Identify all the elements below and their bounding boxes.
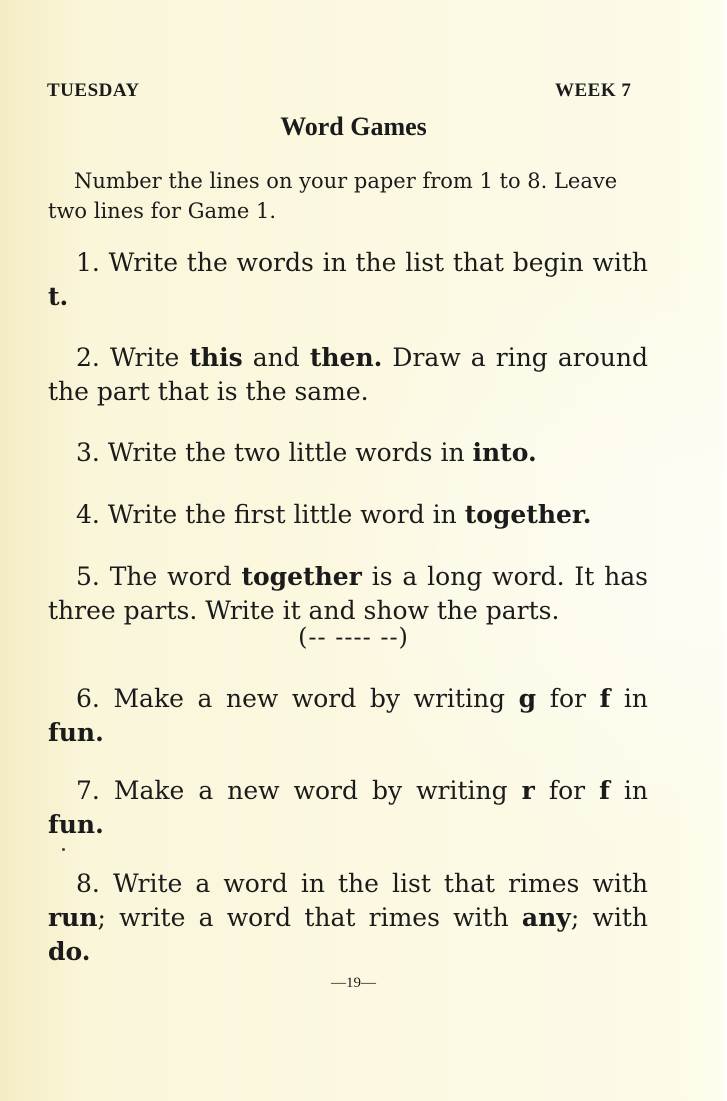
item-bold-word: any <box>521 903 571 932</box>
item-text: ; with <box>570 903 648 932</box>
item-text: and <box>242 343 310 372</box>
game-item-2 <box>48 341 648 409</box>
game-item-6 <box>48 682 648 750</box>
item-text: Write the first little word in <box>107 500 465 529</box>
item-bold-word: fun. <box>48 718 104 747</box>
item-bold-word: then. <box>309 343 383 372</box>
item-bold-word: f <box>599 776 610 805</box>
item-number: 6. <box>76 684 100 713</box>
item-text: for <box>534 776 600 805</box>
game-item-1 <box>48 246 648 314</box>
item-number: 8. <box>76 869 100 898</box>
item-text: in <box>610 684 649 713</box>
page-title: Word Games <box>280 112 427 141</box>
game-item-3 <box>48 436 648 470</box>
intro-text: Number the lines on your paper from 1 to 8. Leave two lines for Game 1. <box>48 169 618 223</box>
item-number: 5. <box>76 562 100 591</box>
item-bold-word: run <box>48 903 98 932</box>
item-text: ; write a word that rimes with <box>97 903 522 932</box>
game-item-8 <box>48 867 648 969</box>
item-bold-word: into. <box>472 438 537 467</box>
parts-pattern: (-- ---- --) <box>298 623 409 651</box>
item-text: Make a new word by writing <box>113 684 519 713</box>
page-edge <box>719 0 727 1101</box>
item-bold-word: together. <box>464 500 592 529</box>
item-bold-word: f <box>599 684 611 713</box>
item-text: in <box>609 776 648 805</box>
item-bold-word: g <box>518 684 537 713</box>
item-bold-word: fun. <box>48 810 104 839</box>
game-item-7 <box>48 774 648 842</box>
item-bold-word: t. <box>48 282 69 311</box>
print-speck <box>62 848 65 851</box>
page-number: —19— <box>331 975 376 991</box>
item-text: Draw a ring around the part that is the same. <box>48 343 648 406</box>
game-item-5 <box>48 560 648 628</box>
item-text: Write the words in the list that begin with <box>108 248 648 277</box>
item-number: 1. <box>76 248 100 277</box>
item-text: Write a word in the list that rimes with <box>112 869 648 898</box>
game-item-4 <box>48 498 648 532</box>
week-header: WEEK 7 <box>555 80 632 101</box>
intro-paragraph <box>48 166 648 226</box>
item-text: Write the two little words in <box>107 438 473 467</box>
item-number: 7. <box>76 776 100 805</box>
item-text: is a long word. It has three parts. Write it and show the parts. <box>48 562 649 625</box>
item-bold-word: r <box>521 776 535 805</box>
item-bold-word: this <box>189 343 243 372</box>
item-text: Make a new word by writing <box>113 776 522 805</box>
day-header: TUESDAY <box>47 80 140 101</box>
item-bold-word: do. <box>48 937 91 966</box>
item-number: 2. <box>76 343 100 372</box>
item-text: for <box>536 684 600 713</box>
item-text: Write <box>109 343 190 372</box>
item-text: The word <box>109 562 242 591</box>
item-number: 4. <box>76 500 100 529</box>
item-bold-word: together <box>241 562 362 591</box>
item-number: 3. <box>76 438 100 467</box>
